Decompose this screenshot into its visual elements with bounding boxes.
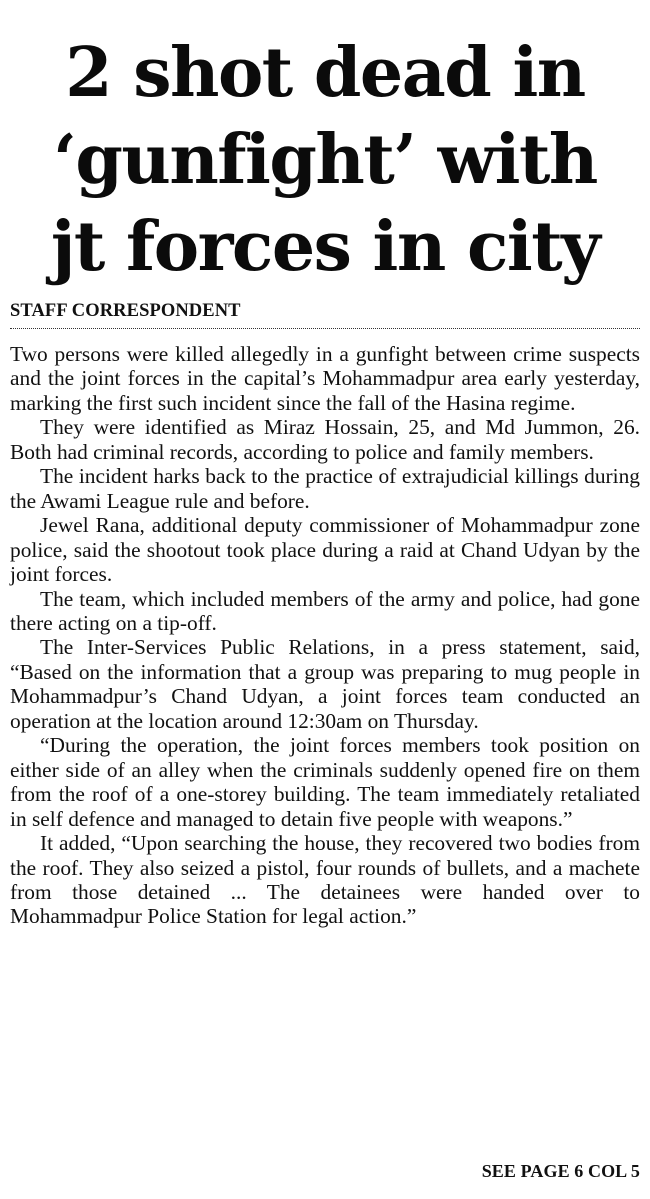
article-paragraph: The Inter-Services Public Relations, in a press statement, said, “Based on the information that a group was preparing to mug people in Mohammadpur’s Chand Udyan, a joint forces team conducted an operation at the location around 12:30am on Thursday. [10, 635, 640, 733]
article-paragraph: They were identified as Miraz Hossain, 25, and Md Jummon, 26. Both had criminal records, according to police and family members. [10, 415, 640, 464]
article-paragraph: Jewel Rana, additional deputy commissioner of Mohammadpur zone police, said the shootout took place during a raid at Chand Udyan by the joint forces. [10, 513, 640, 587]
continuation-jump: SEE PAGE 6 COL 5 [481, 1161, 640, 1181]
byline: STAFF CORRESPONDENT [10, 300, 640, 329]
article-paragraph: “During the operation, the joint forces members took position on either side of an alley when the criminals suddenly opened fire on them from the roof of a one-storey building. The team immediately retaliated in self defence and managed to detain five people with weapons.” [10, 733, 640, 831]
news-article [10, 0, 640, 1199]
article-paragraph: It added, “Upon searching the house, they recovered two bodies from the roof. They also seized a pistol, four rounds of bullets, and a machete from those detained ... The detainees were handed over to Mohammadpur Police Station for legal action.” [10, 831, 640, 929]
headline-line: 2 shot dead in [65, 33, 585, 113]
headline-line: ‘gunfight’ with [53, 120, 597, 200]
article-paragraph: Two persons were killed allegedly in a gunfight between crime suspects and the joint forces in the capital’s Mohammadpur area early yesterday, marking the first such incident since the fall of the Hasina regime. [10, 342, 640, 415]
article-body [10, 342, 640, 929]
article-paragraph: The team, which included members of the army and police, had gone there acting on a tip-off. [10, 586, 640, 635]
headline [10, 0, 640, 291]
article-paragraph: The incident harks back to the practice of extrajudicial killings during the Awami League rule and before. [10, 464, 640, 513]
headline-line: jt forces in city [50, 207, 600, 287]
